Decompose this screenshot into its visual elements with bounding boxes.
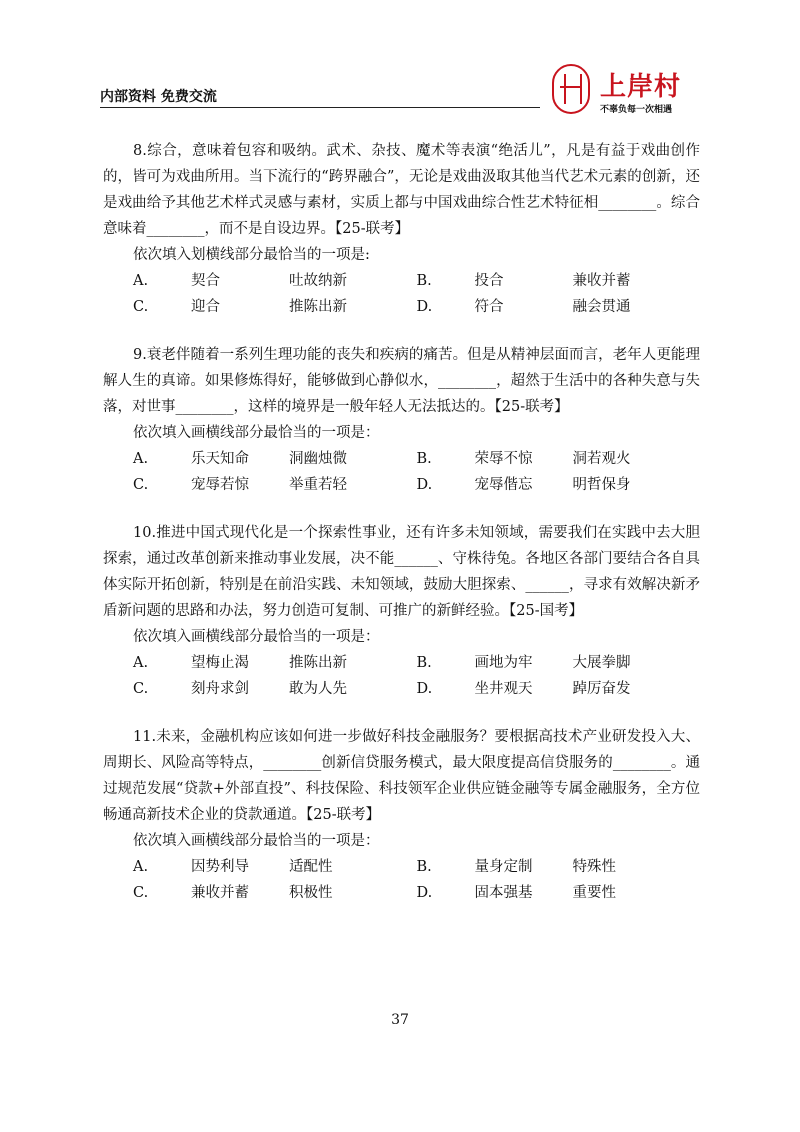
option-letter: C. [133, 477, 149, 493]
option-word-1: 投合 [474, 273, 504, 289]
option-word-1: 兼收并蓄 [191, 885, 249, 901]
option-letter: A. [133, 859, 149, 875]
option-letter: B. [416, 451, 432, 467]
question-prompt: 依次填入划横线部分最恰当的一项是: [133, 247, 370, 263]
option-word-2: 洞若观火 [572, 451, 631, 467]
option-word-1: 迎合 [191, 299, 220, 315]
option-word-2: 敢为人先 [289, 681, 347, 697]
option-d [417, 676, 701, 702]
option-c [133, 880, 417, 906]
page-header [100, 62, 700, 122]
option-word-1: 因势利导 [191, 859, 249, 875]
option-a [133, 446, 417, 472]
question-11 [103, 724, 700, 906]
option-word-1: 刻舟求剑 [191, 681, 249, 697]
option-letter: B. [416, 273, 432, 289]
option-letter: A. [133, 655, 149, 671]
option-a [133, 268, 417, 294]
option-b [417, 854, 701, 880]
option-word-2: 举重若轻 [289, 477, 347, 493]
option-d [417, 880, 701, 906]
page-number: 37 [391, 1012, 409, 1028]
option-word-1: 契合 [191, 273, 220, 289]
question-prompt: 依次填入画横线部分最恰当的一项是： [133, 629, 380, 645]
option-c [133, 472, 417, 498]
header-rule [100, 107, 540, 108]
option-a [133, 854, 417, 880]
option-letter: A. [133, 451, 149, 467]
option-row [103, 268, 700, 294]
option-c [133, 294, 417, 320]
option-letter: B. [416, 859, 432, 875]
option-row [103, 880, 700, 906]
option-word-2: 踔厉奋发 [572, 681, 631, 697]
question-stem: 9.衰老伴随着一系列生理功能的丧失和疾病的痛苦。但是从精神层面而言，老年人更能理解人生的真谛。如果修炼得好，能够做到心静似水，________，超然于生活中的各种失意与失落，对世事________，这样的境界是一般年轻人无法抵达的。【25-联考】 [103, 347, 700, 415]
option-word-2: 吐故纳新 [289, 273, 347, 289]
option-word-2: 特殊性 [572, 859, 616, 875]
option-d [417, 294, 701, 320]
question-stem: 8.综合，意味着包容和吸纳。武术、杂技、魔术等表演“绝活儿”，凡是有益于戏曲创作的，皆可为戏曲所用。当下流行的“跨界融合”，无论是戏曲汲取其他当代艺术元素的创新，还是戏曲给予其他艺术样式灵感与素材，实质上都与中国戏曲综合性艺术特征相________。综合意味着________，而不是自设边界。【25-联考】 [103, 143, 700, 237]
option-letter: D. [416, 681, 433, 697]
option-d [417, 472, 701, 498]
option-word-2: 推陈出新 [289, 655, 347, 671]
option-row [103, 472, 700, 498]
option-letter: D. [416, 477, 433, 493]
option-letter: C. [133, 681, 149, 697]
header-label: 内部资料 免费交流 [100, 89, 217, 105]
option-word-1: 量身定制 [474, 859, 533, 875]
option-word-1: 固本强基 [474, 885, 533, 901]
question-prompt: 依次填入画横线部分最恰当的一项是： [133, 833, 380, 849]
option-word-1: 荣辱不惊 [474, 451, 533, 467]
option-row [103, 676, 700, 702]
option-letter: B. [416, 655, 432, 671]
question-stem: 11.未来，金融机构应该如何进一步做好科技金融服务？要根据高技术产业研发投入大、周期长、风险高等特点，________创新信贷服务模式，最大限度提高信贷服务的________。通过规范发展“贷款+外部直投”、科技保险、科技领军企业供应链金融等专属金融服务，全方位畅通高新技术企业的贷款通道。【25-联考】 [103, 729, 700, 823]
option-row [103, 650, 700, 676]
option-word-1: 宠辱若惊 [191, 477, 249, 493]
option-word-1: 宠辱偕忘 [474, 477, 533, 493]
option-word-2: 洞幽烛微 [289, 451, 347, 467]
question-list [103, 138, 700, 928]
option-word-2: 重要性 [572, 885, 616, 901]
option-word-1: 乐天知命 [191, 451, 249, 467]
question-9 [103, 342, 700, 498]
option-word-1: 符合 [474, 299, 504, 315]
question-stem: 10.推进中国式现代化是一个探索性事业，还有许多未知领域，需要我们在实践中去大胆探索，通过改革创新来推动事业发展，决不能______、守株待兔。各地区各部门要结合各自具体实际开拓创新，特别是在前沿实践、未知领域，鼓励大胆探索、______，寻求有效解决新矛盾新问题的思路和办法，努力创造可复制、可推广的新鲜经验。【25-国考】 [103, 525, 700, 619]
option-word-1: 画地为牢 [474, 655, 533, 671]
option-word-2: 适配性 [289, 859, 333, 875]
option-c [133, 676, 417, 702]
option-letter: C. [133, 885, 149, 901]
option-b [417, 446, 701, 472]
option-letter: C. [133, 299, 149, 315]
option-a [133, 650, 417, 676]
option-word-2: 积极性 [289, 885, 333, 901]
seal-icon [552, 64, 590, 114]
option-word-1: 望梅止渴 [191, 655, 249, 671]
brand-name: 上岸村 [600, 72, 682, 102]
question-prompt: 依次填入画横线部分最恰当的一项是： [133, 425, 380, 441]
question-8 [103, 138, 700, 320]
option-word-2: 大展拳脚 [572, 655, 631, 671]
option-row [103, 854, 700, 880]
option-row [103, 446, 700, 472]
brand-slogan: 不辜负每一次相遇 [600, 105, 673, 115]
question-10 [103, 520, 700, 702]
option-word-2: 推陈出新 [289, 299, 347, 315]
brand-logo [552, 62, 702, 122]
option-letter: A. [133, 273, 149, 289]
option-word-1: 坐井观天 [474, 681, 533, 697]
option-word-2: 明哲保身 [572, 477, 631, 493]
option-word-2: 融会贯通 [572, 299, 631, 315]
option-letter: D. [416, 299, 433, 315]
option-letter: D. [416, 885, 433, 901]
option-b [417, 650, 701, 676]
option-word-2: 兼收并蓄 [572, 273, 631, 289]
option-row [103, 294, 700, 320]
option-b [417, 268, 701, 294]
